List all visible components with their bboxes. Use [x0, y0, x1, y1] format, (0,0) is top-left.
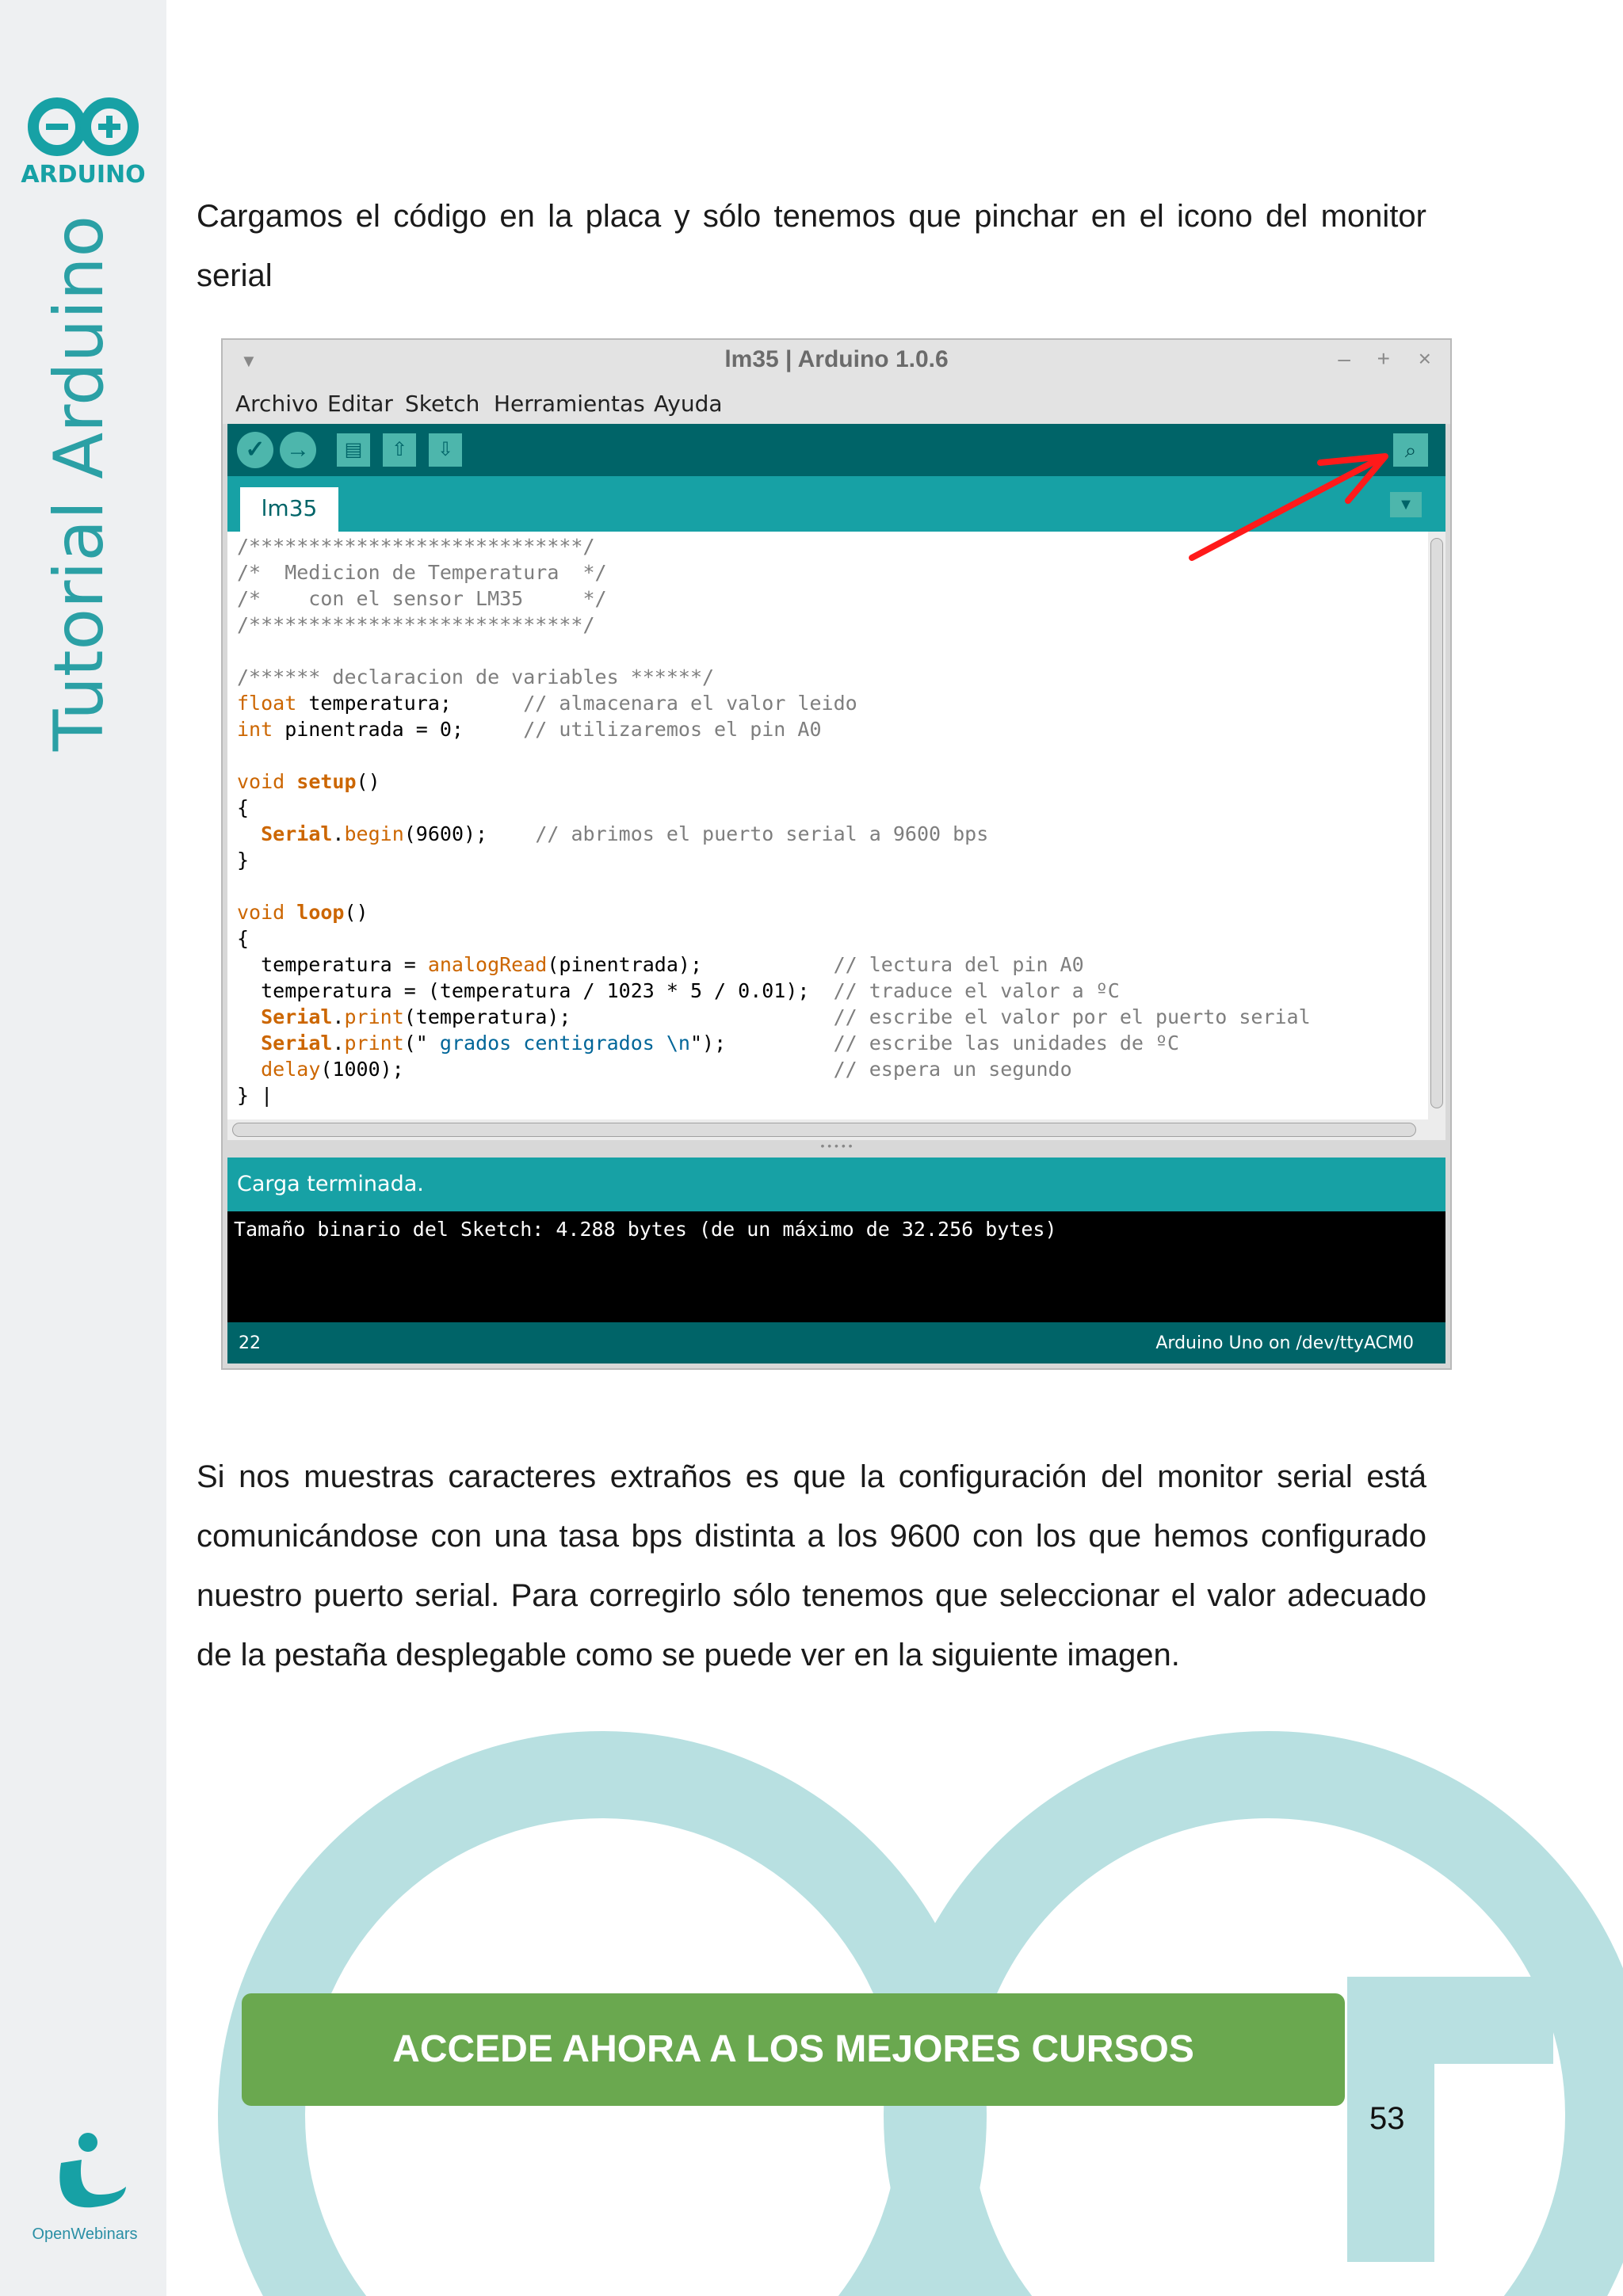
- minimize-button[interactable]: –: [1338, 346, 1350, 371]
- code-line: /* con el sensor LM35 */: [237, 587, 607, 610]
- code-line: temperatura = (temperatura / 1023 * 5 / 0.01); // traduce el valor a ºC: [237, 979, 1120, 1002]
- toolbar: [227, 424, 1445, 476]
- menu-bar: [223, 384, 1450, 424]
- code-line: Serial.begin(9600); // abrimos el puerto serial a 9600 bps: [261, 822, 989, 845]
- code-line: Serial.print(temperatura); // escribe el valor por el puerto serial: [261, 1005, 1311, 1028]
- pane-divider-handle[interactable]: • • • • •: [227, 1140, 1445, 1158]
- window-title: lm35 | Arduino 1.0.6: [724, 346, 949, 372]
- page-number: 53: [1369, 2101, 1405, 2136]
- code-line: /****************************/: [237, 613, 595, 636]
- vertical-scrollbar[interactable]: [1428, 532, 1445, 1119]
- console-text: Tamaño binario del Sketch: 4.288 bytes (de un máximo de 32.256 bytes): [234, 1218, 1057, 1241]
- code-line: {: [237, 796, 250, 819]
- tab-bar: [227, 476, 1445, 532]
- tab-dropdown-icon[interactable]: ▼: [1390, 492, 1422, 517]
- arduino-ide-screenshot: [221, 338, 1452, 1370]
- code-line: } |: [237, 1084, 273, 1107]
- code-line: delay(1000); // espera un segundo: [261, 1058, 1072, 1081]
- board-info: Arduino Uno on /dev/ttyACM0: [1155, 1333, 1414, 1353]
- arduino-logo-text: ARDUINO: [21, 161, 146, 189]
- close-button[interactable]: ×: [1418, 346, 1431, 371]
- code-line: {: [237, 927, 250, 950]
- line-number: 22: [239, 1333, 261, 1353]
- code-line: [237, 638, 1311, 664]
- explanation-paragraph: Si nos muestras caracteres extraños es que la configuración del monitor serial está comunicándose con una tasa bps distinta a los 9600 con los que hemos configurado nuestro puerto serial. Para corregirlo sólo tenemos que seleccionar el valor adecuado de la pestaña desplegable como se puede ver en la siguiente imagen.: [197, 1459, 1426, 1672]
- horizontal-scrollbar[interactable]: [227, 1119, 1445, 1140]
- code-line: }: [237, 849, 250, 871]
- vertical-scroll-thumb[interactable]: [1430, 538, 1443, 1108]
- openwebinars-logo: [17, 2131, 152, 2244]
- code-line: int pinentrada = 0; // utilizaremos el pin A0: [237, 718, 822, 741]
- verify-icon[interactable]: ✓: [237, 432, 273, 468]
- maximize-button[interactable]: +: [1377, 346, 1390, 371]
- sidebar-title: Tutorial Arduino: [40, 215, 119, 752]
- serial-monitor-icon[interactable]: ⌕: [1393, 433, 1428, 467]
- status-message-bar: [227, 1158, 1445, 1211]
- ide-footer: [227, 1322, 1445, 1363]
- tab-lm35[interactable]: lm35: [240, 487, 338, 532]
- code-line: void setup(): [237, 770, 380, 793]
- window-menu-icon[interactable]: ▼: [240, 351, 258, 371]
- intro-paragraph: Cargamos el código en la placa y sólo tenemos que pinchar en el icono del monitor serial: [197, 199, 1426, 293]
- upload-icon[interactable]: →: [280, 432, 316, 468]
- horizontal-scroll-thumb[interactable]: [232, 1123, 1416, 1137]
- code-line: [237, 742, 1311, 769]
- code-lines: [237, 533, 1311, 1108]
- menu-ayuda[interactable]: Ayuda: [654, 391, 723, 417]
- console-output: [227, 1211, 1445, 1322]
- code-line: /****************************/: [237, 535, 595, 558]
- menu-archivo[interactable]: Archivo: [235, 391, 319, 417]
- open-file-icon[interactable]: ⇧: [383, 433, 416, 467]
- code-line: void loop(): [237, 901, 369, 924]
- openwebinars-text: OpenWebinars: [32, 2225, 138, 2243]
- status-message: Carga terminada.: [237, 1172, 424, 1196]
- menu-editar[interactable]: Editar: [327, 391, 393, 417]
- window-titlebar: [223, 340, 1450, 384]
- sidebar: [0, 0, 166, 2296]
- menu-sketch[interactable]: Sketch: [405, 391, 480, 417]
- code-line: /* Medicion de Temperatura */: [237, 561, 607, 584]
- code-editor[interactable]: [227, 532, 1428, 1119]
- code-line: [237, 873, 1311, 899]
- new-file-icon[interactable]: ▤: [337, 433, 370, 467]
- save-file-icon[interactable]: ⇩: [429, 433, 462, 467]
- code-line: float temperatura; // almacenara el valor leido: [237, 692, 857, 715]
- code-line: temperatura = analogRead(pinentrada); // lectura del pin A0: [237, 953, 1084, 976]
- code-line: /****** declaracion de variables ******/: [237, 666, 715, 688]
- code-line: Serial.print(" grados centigrados \n"); // escribe las unidades de ºC: [261, 1032, 1180, 1055]
- arduino-logo: [16, 93, 151, 193]
- menu-herramientas[interactable]: Herramientas: [494, 391, 645, 417]
- cta-button[interactable]: ACCEDE AHORA A LOS MEJORES CURSOS: [242, 1993, 1345, 2106]
